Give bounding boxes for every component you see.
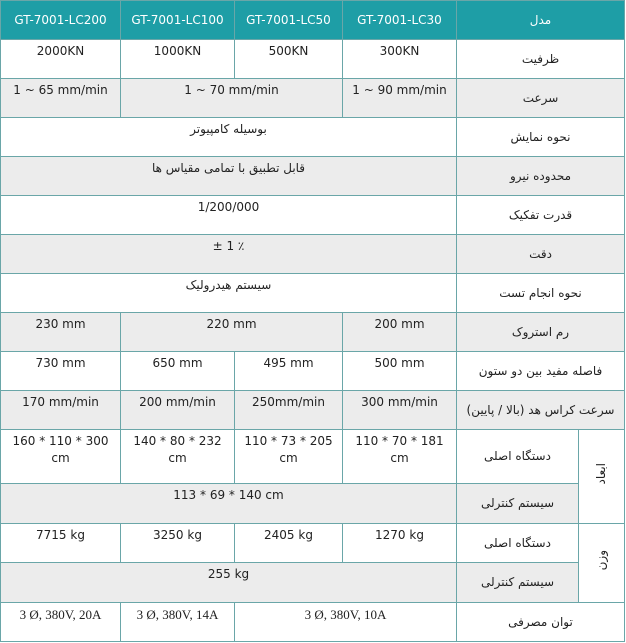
- speed-value: 1 ~ 65 mm/min: [1, 79, 121, 118]
- dimensions-main-row: [1, 430, 625, 484]
- dimensions-main-value: 110 * 70 * 181 cm: [343, 430, 457, 484]
- column-distance-value: 500 mm: [343, 352, 457, 391]
- ram-stroke-value: 220 mm: [121, 313, 343, 352]
- accuracy-value: ± 1 ٪: [1, 235, 457, 274]
- dimensions-group-cell: [579, 430, 625, 524]
- model-name: GT-7001-LC30: [343, 1, 457, 40]
- column-distance-value: 495 mm: [235, 352, 343, 391]
- speed-row: [1, 79, 625, 118]
- column-distance-value: 730 mm: [1, 352, 121, 391]
- column-distance-value: 650 mm: [121, 352, 235, 391]
- crosshead-speed-row: [1, 391, 625, 430]
- force-range-value: قابل تطبیق با تمامی مقیاس ها: [1, 157, 457, 196]
- display-label: نحوه نمایش: [457, 118, 625, 157]
- model-name: GT-7001-LC200: [1, 1, 121, 40]
- weight-group-label: وزن: [594, 550, 608, 571]
- dimensions-control-row: [1, 484, 625, 524]
- weight-main-row: [1, 524, 625, 563]
- ram-stroke-value: 200 mm: [343, 313, 457, 352]
- crosshead-speed-value: 170 mm/min: [1, 391, 121, 430]
- capacity-label: ظرفیت: [457, 40, 625, 79]
- weight-main-label: دستگاه اصلی: [457, 524, 579, 563]
- display-value: بوسیله کامپیوتر: [1, 118, 457, 157]
- dimensions-control-value: 113 * 69 * 140 cm: [1, 484, 457, 524]
- weight-main-value: 2405 kg: [235, 524, 343, 563]
- power-value: 3 Ø, 380V, 10A: [235, 603, 457, 642]
- power-row: [1, 603, 625, 642]
- model-header-label: مدل: [457, 1, 625, 40]
- ram-stroke-value: 230 mm: [1, 313, 121, 352]
- model-header-row: [1, 1, 625, 40]
- capacity-value: 500KN: [235, 40, 343, 79]
- capacity-value: 1000KN: [121, 40, 235, 79]
- resolution-row: [1, 196, 625, 235]
- capacity-value: 2000KN: [1, 40, 121, 79]
- dimensions-main-label: دستگاه اصلی: [457, 430, 579, 484]
- capacity-value: 300KN: [343, 40, 457, 79]
- resolution-label: قدرت تفکیک: [457, 196, 625, 235]
- weight-group-cell: [579, 524, 625, 603]
- weight-control-value: 255 kg: [1, 563, 457, 603]
- dimensions-main-value: 140 * 80 * 232 cm: [121, 430, 235, 484]
- force-range-row: [1, 157, 625, 196]
- test-method-row: [1, 274, 625, 313]
- dimensions-main-value: 110 * 73 * 205 cm: [235, 430, 343, 484]
- speed-label: سرعت: [457, 79, 625, 118]
- weight-main-value: 1270 kg: [343, 524, 457, 563]
- weight-control-row: [1, 563, 625, 603]
- accuracy-row: [1, 235, 625, 274]
- resolution-value: 1/200/000: [1, 196, 457, 235]
- column-distance-row: [1, 352, 625, 391]
- power-value: 3 Ø, 380V, 14A: [121, 603, 235, 642]
- crosshead-speed-label: سرعت کراس هد (بالا / پایین): [457, 391, 625, 430]
- dimensions-control-label: سیستم کنترلی: [457, 484, 579, 524]
- weight-control-label: سیستم کنترلی: [457, 563, 579, 603]
- ram-stroke-row: [1, 313, 625, 352]
- dimensions-group-label: ابعاد: [594, 463, 608, 485]
- test-method-label: نحوه انجام تست: [457, 274, 625, 313]
- crosshead-speed-value: 250mm/min: [235, 391, 343, 430]
- test-method-value: سیستم هیدرولیک: [1, 274, 457, 313]
- capacity-row: [1, 40, 625, 79]
- column-distance-label: فاصله مفید بین دو ستون: [457, 352, 625, 391]
- weight-main-value: 7715 kg: [1, 524, 121, 563]
- model-name: GT-7001-LC50: [235, 1, 343, 40]
- crosshead-speed-value: 200 mm/min: [121, 391, 235, 430]
- model-name: GT-7001-LC100: [121, 1, 235, 40]
- crosshead-speed-value: 300 mm/min: [343, 391, 457, 430]
- force-range-label: محدوده نیرو: [457, 157, 625, 196]
- ram-stroke-label: رم استروک: [457, 313, 625, 352]
- accuracy-label: دقت: [457, 235, 625, 274]
- speed-value: 1 ~ 70 mm/min: [121, 79, 343, 118]
- dimensions-main-value: 160 * 110 * 300 cm: [1, 430, 121, 484]
- power-value: 3 Ø, 380V, 20A: [1, 603, 121, 642]
- power-label: توان مصرفی: [457, 603, 625, 642]
- weight-main-value: 3250 kg: [121, 524, 235, 563]
- speed-value: 1 ~ 90 mm/min: [343, 79, 457, 118]
- display-row: [1, 118, 625, 157]
